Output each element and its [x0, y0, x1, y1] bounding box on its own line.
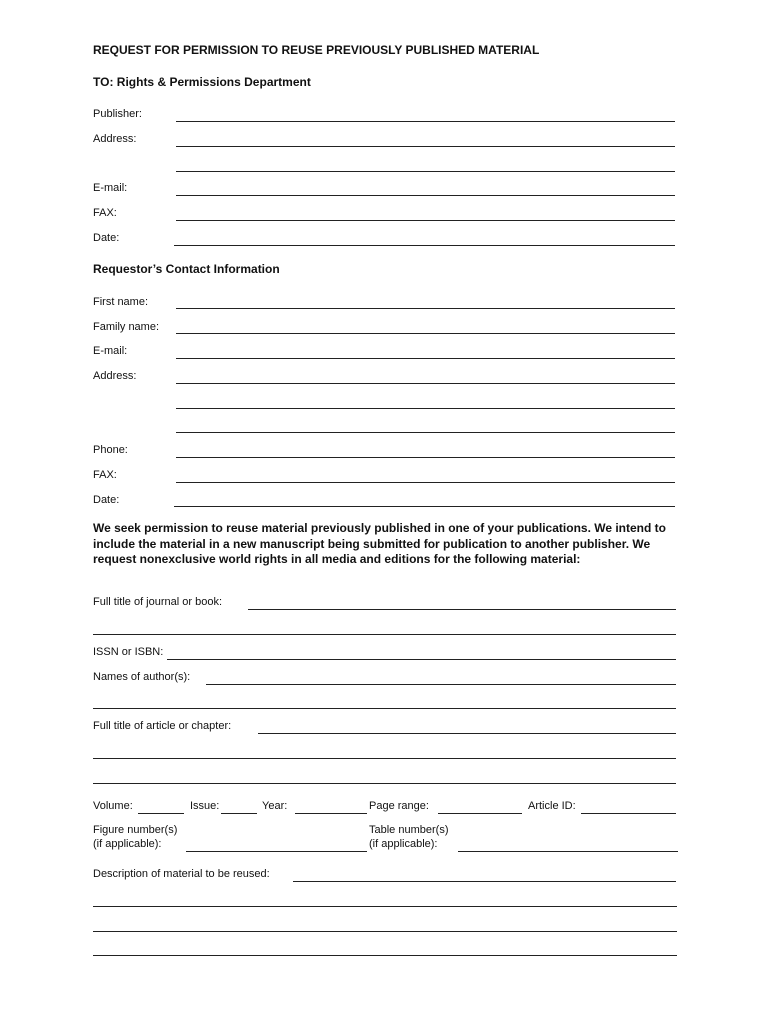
description-field-3[interactable] [93, 931, 677, 932]
description-field-2[interactable] [93, 906, 677, 907]
full-title-field[interactable] [248, 609, 676, 610]
requestor-email-field[interactable] [176, 358, 675, 359]
publisher-address-field-1[interactable] [176, 146, 675, 147]
publisher-address-field-2[interactable] [176, 171, 675, 172]
family-name-field[interactable] [176, 333, 675, 334]
publisher-email-field[interactable] [176, 195, 675, 196]
authors-label: Names of author(s): [93, 671, 191, 683]
article-title-field[interactable] [258, 733, 676, 734]
full-title-label: Full title of journal or book: [93, 596, 223, 608]
article-id-field[interactable] [581, 813, 676, 814]
requestor-fax-label: FAX: [93, 469, 117, 481]
requestor-date-label: Date: [93, 494, 120, 506]
phone-field[interactable] [176, 457, 675, 458]
publisher-date-label: Date: [93, 232, 120, 244]
article-title-field-3[interactable] [93, 783, 676, 784]
requestor-address-field-3[interactable] [176, 432, 675, 433]
first-name-field[interactable] [176, 308, 675, 309]
requestor-address-field-2[interactable] [176, 408, 675, 409]
issue-label: Issue: [190, 800, 220, 812]
publisher-fax-label: FAX: [93, 207, 117, 219]
table-label-line2: (if applicable): [369, 838, 438, 850]
family-name-label: Family name: [93, 321, 160, 333]
table-number-field[interactable] [458, 851, 678, 852]
requestor-address-field-1[interactable] [176, 383, 675, 384]
authors-field-2[interactable] [93, 708, 676, 709]
requestor-address-label: Address: [93, 370, 137, 382]
table-label-line1: Table number(s) [369, 824, 449, 836]
issn-field[interactable] [167, 659, 676, 660]
publisher-address-label: Address: [93, 133, 137, 145]
description-field[interactable] [293, 881, 676, 882]
requestor-email-label: E-mail: [93, 345, 128, 357]
volume-field[interactable] [138, 813, 184, 814]
article-title-label: Full title of article or chapter: [93, 720, 232, 732]
figure-label-line2: (if applicable): [93, 838, 162, 850]
year-label: Year: [262, 800, 288, 812]
to-line: TO: Rights & Permissions Department [93, 75, 311, 89]
article-title-field-2[interactable] [93, 758, 676, 759]
authors-field[interactable] [206, 684, 676, 685]
first-name-label: First name: [93, 296, 149, 308]
request-paragraph: We seek permission to reuse material previously published in one of your publications. We intend to include the material in a new manuscript being submitted for publication to another publisher. We request nonexclusive world rights in all media and editions for the following material: [93, 521, 667, 566]
publisher-label: Publisher: [93, 108, 142, 120]
full-title-field-2[interactable] [93, 634, 676, 635]
form-title: REQUEST FOR PERMISSION TO REUSE PREVIOUSLY PUBLISHED MATERIAL [93, 43, 540, 57]
figure-number-field[interactable] [186, 851, 367, 852]
page-range-label: Page range: [369, 800, 429, 812]
issn-label: ISSN or ISBN: [93, 646, 164, 658]
volume-label: Volume: [93, 800, 133, 812]
page-range-field[interactable] [438, 813, 522, 814]
requestor-heading: Requestor’s Contact Information [93, 262, 280, 276]
description-field-4[interactable] [93, 955, 677, 956]
phone-label: Phone: [93, 444, 128, 456]
requestor-date-field[interactable] [174, 506, 675, 507]
requestor-fax-field[interactable] [176, 482, 675, 483]
article-id-label: Article ID: [528, 800, 576, 812]
issue-field[interactable] [221, 813, 257, 814]
publisher-email-label: E-mail: [93, 182, 128, 194]
publisher-field[interactable] [176, 121, 675, 122]
publisher-fax-field[interactable] [176, 220, 675, 221]
year-field[interactable] [295, 813, 367, 814]
figure-label-line1: Figure number(s) [93, 824, 178, 836]
publisher-date-field[interactable] [174, 245, 675, 246]
description-label: Description of material to be reused: [93, 868, 270, 880]
